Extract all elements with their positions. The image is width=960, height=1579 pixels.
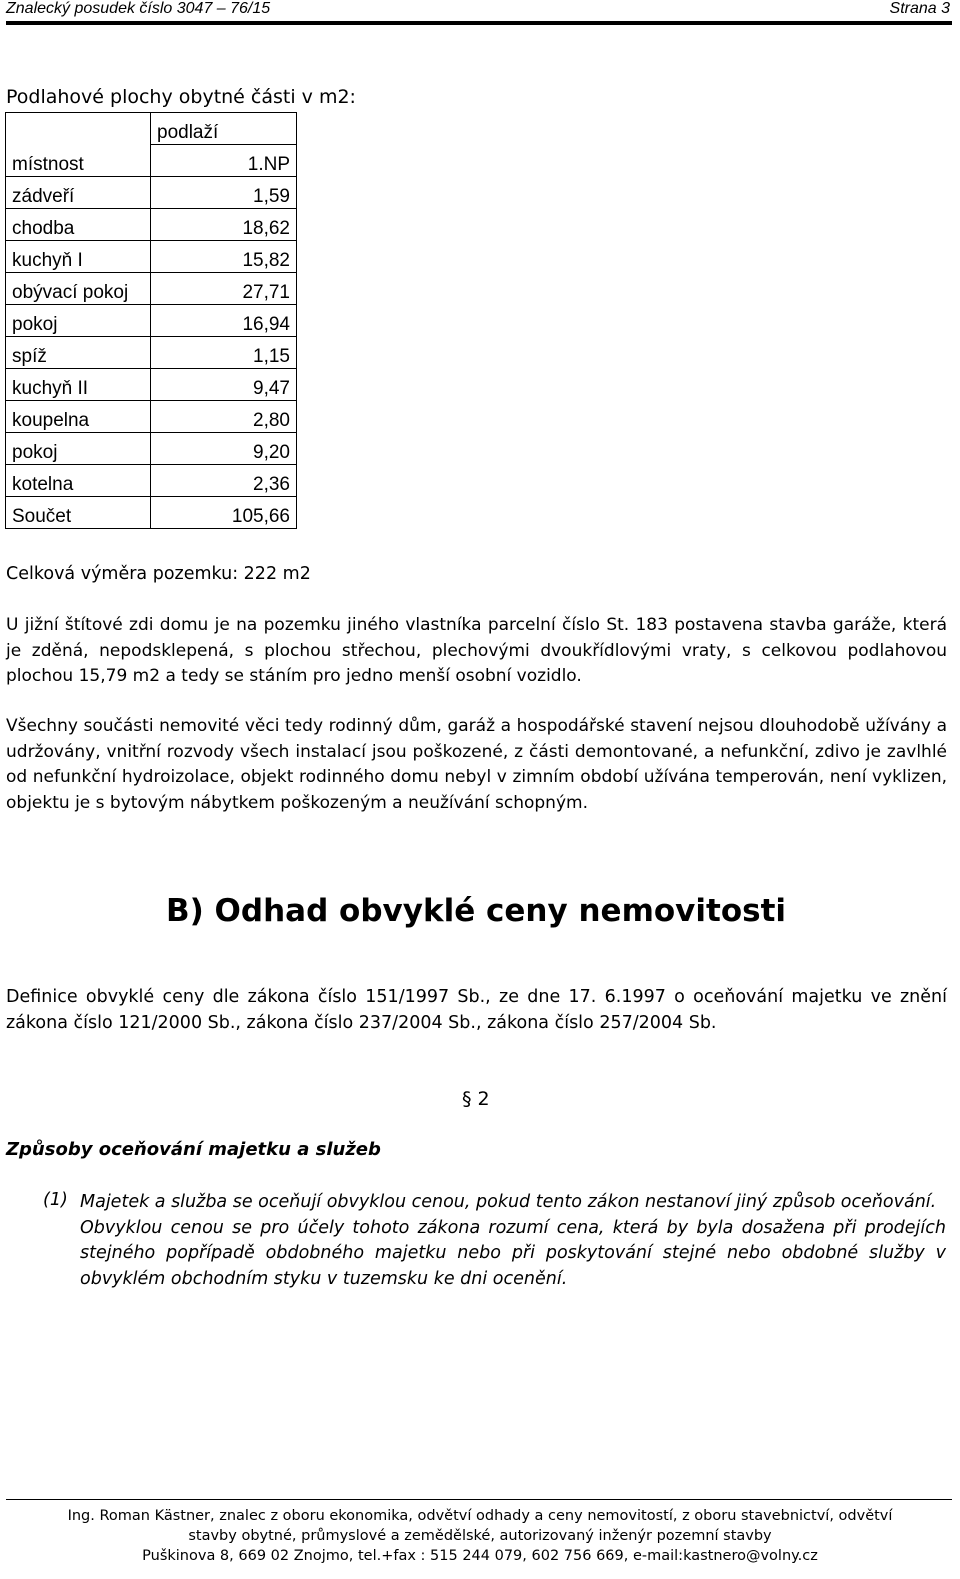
- footer-divider: [6, 1499, 952, 1500]
- footer-line: Puškinova 8, 669 02 Znojmo, tel.+fax : 515 244 079, 602 756 669, e-mail:kastnero@volny.cz: [142, 1548, 818, 1564]
- room-area-cell: 18,62: [151, 209, 297, 241]
- condition-paragraph: Všechny součásti nemovité věci tedy rodinný dům, garáž a hospodářské stavení nejsou dlouhodobě užívány a udržovány, vnitřní rozvody všech instalací jsou poškozené, z části demontované, a nefunkční, zdivo je zavlhlé od nefunkční hydroizolace, objekt rodinného domu nebyl v zimním období užívána temperován, není vyklizen, objektu je s bytovým nábytkem poškozeným a neužívání schopným.: [6, 716, 947, 813]
- page-number: Strana 3: [889, 0, 950, 17]
- room-name-cell: kotelna: [6, 465, 151, 497]
- definition-paragraph: Definice obvyklé ceny dle zákona číslo 151/1997 Sb., ze dne 17. 6.1997 o oceňování majetku ve znění zákona číslo 121/2000 Sb., zákona číslo 237/2004 Sb., zákona číslo 257/2004 Sb.: [6, 987, 947, 1033]
- table-row: [6, 177, 297, 209]
- room-name-cell: kuchyň I: [6, 241, 151, 273]
- room-area-cell: 1,15: [151, 337, 297, 369]
- room-name-cell: kuchyň II: [6, 369, 151, 401]
- header-divider: [6, 21, 952, 25]
- table-header-floor-level: 1.NP: [151, 145, 297, 177]
- footer-line: stavby obytné, průmyslové a zemědělské, autorizovaný inženýr pozemní stavby: [188, 1528, 772, 1544]
- room-area-cell: 27,71: [151, 273, 297, 305]
- room-area-cell: 16,94: [151, 305, 297, 337]
- room-area-cell: 2,80: [151, 401, 297, 433]
- room-area-cell: 9,20: [151, 433, 297, 465]
- table-row: [6, 465, 297, 497]
- plot-area-text: Celková výměra pozemku: 222 m2: [6, 564, 311, 584]
- room-name-cell: chodba: [6, 209, 151, 241]
- garage-paragraph: U jižní štítové zdi domu je na pozemku jiného vlastníka parcelní číslo St. 183 postavena stavba garáže, která je zděná, nepodsklepená, s plochou střechou, plechovými dvoukřídlovými vraty, s celkovou podlahovou plochou 15,79 m2 a tedy se stáním pro jedno menší osobní vozidlo.: [6, 615, 947, 686]
- table-header-row: [6, 145, 297, 177]
- room-area-cell: 105,66: [151, 497, 297, 529]
- table-row: [6, 497, 297, 529]
- table-row: [6, 337, 297, 369]
- room-name-cell: obývací pokoj: [6, 273, 151, 305]
- list-item-paragraph: Obvyklou cenou se pro účely tohoto zákona rozumí cena, která by byla dosažena při prodejích stejného popřípadě obdobného majetku nebo při poskytování stejné nebo obdobné služby v obvyklém obchodním styku v tuzemsku ke dni ocenění.: [80, 1217, 946, 1289]
- room-name-cell: pokoj: [6, 305, 151, 337]
- list-item-number: (1): [43, 1190, 68, 1210]
- list-item-paragraph: Majetek a služba se oceňují obvyklou cenou, pokud tento zákon nestanoví jiný způsob oceňování.: [80, 1192, 937, 1212]
- table-header-row: [6, 113, 297, 145]
- table-row: [6, 401, 297, 433]
- table-row: [6, 209, 297, 241]
- table-row: [6, 433, 297, 465]
- floor-area-table: [5, 112, 297, 529]
- table-row: [6, 273, 297, 305]
- table-header-empty-cell: [6, 113, 151, 145]
- room-area-cell: 9,47: [151, 369, 297, 401]
- table-row: [6, 305, 297, 337]
- document-header-title: Znalecký posudek číslo 3047 – 76/15: [6, 0, 271, 17]
- room-area-cell: 2,36: [151, 465, 297, 497]
- room-name-cell: pokoj: [6, 433, 151, 465]
- table-header-floor: podlaží: [151, 113, 297, 145]
- room-name-cell: Součet: [6, 497, 151, 529]
- table-row: [6, 369, 297, 401]
- subsection-title: Způsoby oceňování majetku a služeb: [6, 1139, 381, 1160]
- room-name-cell: koupelna: [6, 401, 151, 433]
- section-heading: B) Odhad obvyklé ceny nemovitosti: [165, 893, 787, 929]
- room-name-cell: zádveří: [6, 177, 151, 209]
- table-caption: Podlahové plochy obytné části v m2:: [6, 86, 356, 108]
- room-area-cell: 1,59: [151, 177, 297, 209]
- list-item-text: [80, 1190, 946, 1292]
- paragraph-sign: § 2: [462, 1088, 490, 1110]
- footer-line: Ing. Roman Kästner, znalec z oboru ekonomika, odvětví odhady a ceny nemovitostí, z oboru stavebnictví, odvětví: [67, 1508, 893, 1524]
- room-name-cell: spíž: [6, 337, 151, 369]
- table-row: [6, 241, 297, 273]
- table-header-room: místnost: [6, 145, 151, 177]
- footer: [0, 1506, 960, 1566]
- room-area-cell: 15,82: [151, 241, 297, 273]
